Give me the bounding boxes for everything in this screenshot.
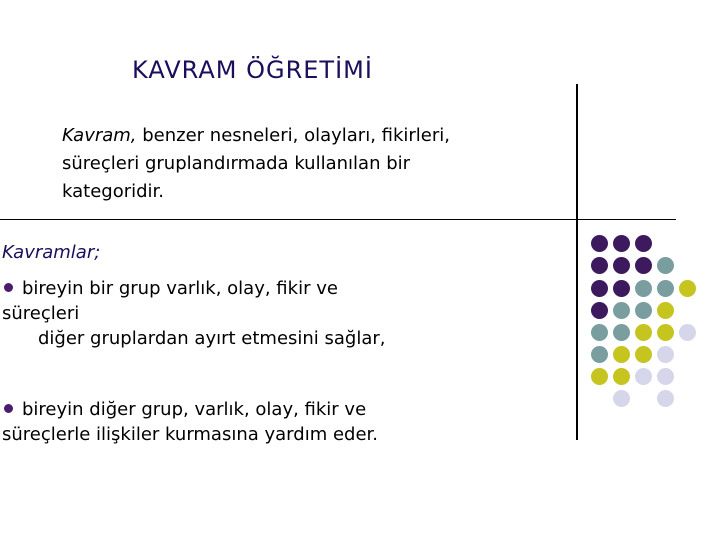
decorative-dot-icon <box>679 324 696 341</box>
concepts-heading: Kavramlar; <box>2 242 101 263</box>
decorative-dot-icon <box>613 346 630 363</box>
decorative-dot-icon <box>635 368 652 385</box>
decorative-dot-icon <box>657 346 674 363</box>
decorative-dot-icon <box>657 324 674 341</box>
page-title: KAVRAM ÖĞRETİMİ <box>132 56 373 84</box>
decorative-dot-icon <box>613 257 630 274</box>
vertical-divider <box>576 84 578 440</box>
bullet-icon <box>4 404 13 413</box>
decorative-dot-icon <box>613 390 630 407</box>
decorative-dot-icon <box>635 324 652 341</box>
decorative-dot-icon <box>657 302 674 319</box>
decorative-dot-icon <box>635 235 652 252</box>
bullet-1-line-2: süreçleri <box>2 303 80 324</box>
bullet-2-line-1: bireyin diğer grup, varlık, olay, fikir ve <box>22 399 367 420</box>
decorative-dot-icon <box>613 324 630 341</box>
definition-line-3: kategoridir. <box>62 181 165 202</box>
definition-line-1-rest: benzer nesneleri, olayları, fikirleri, <box>136 125 451 146</box>
decorative-dot-icon <box>591 302 608 319</box>
bullet-1-indented-line: diğer gruplardan ayırt etmesini sağlar, <box>38 328 386 349</box>
decorative-dot-icon <box>679 280 696 297</box>
decorative-dot-icon <box>613 302 630 319</box>
decorative-dot-icon <box>657 257 674 274</box>
horizontal-divider <box>0 219 676 220</box>
decorative-dot-icon <box>613 280 630 297</box>
decorative-dot-icon <box>591 257 608 274</box>
decorative-dot-icon <box>635 280 652 297</box>
decorative-dot-icon <box>635 257 652 274</box>
bullet-icon <box>4 283 13 292</box>
definition-block <box>62 122 572 206</box>
decorative-dot-icon <box>591 235 608 252</box>
decorative-dot-icon <box>591 346 608 363</box>
decorative-dot-icon <box>591 324 608 341</box>
definition-term: Kavram, <box>62 125 137 146</box>
decorative-dot-icon <box>657 390 674 407</box>
definition-line-2: süreçleri gruplandırmada kullanılan bir <box>62 153 411 174</box>
decorative-dot-icon <box>635 346 652 363</box>
decorative-dot-icon <box>635 302 652 319</box>
decorative-dot-icon <box>613 235 630 252</box>
bullet-item-2 <box>2 397 562 447</box>
bullet-1-line-1: bireyin bir grup varlık, olay, fikir ve <box>22 278 338 299</box>
decorative-dot-icon <box>613 368 630 385</box>
decorative-dot-icon <box>657 280 674 297</box>
decorative-dot-icon <box>657 368 674 385</box>
decorative-dot-icon <box>591 368 608 385</box>
bullet-item-1 <box>2 276 562 351</box>
definition-line-1 <box>62 122 572 150</box>
bullet-2-line-2: süreçlerle ilişkiler kurmasına yardım eder. <box>2 424 378 445</box>
decorative-dot-icon <box>591 280 608 297</box>
